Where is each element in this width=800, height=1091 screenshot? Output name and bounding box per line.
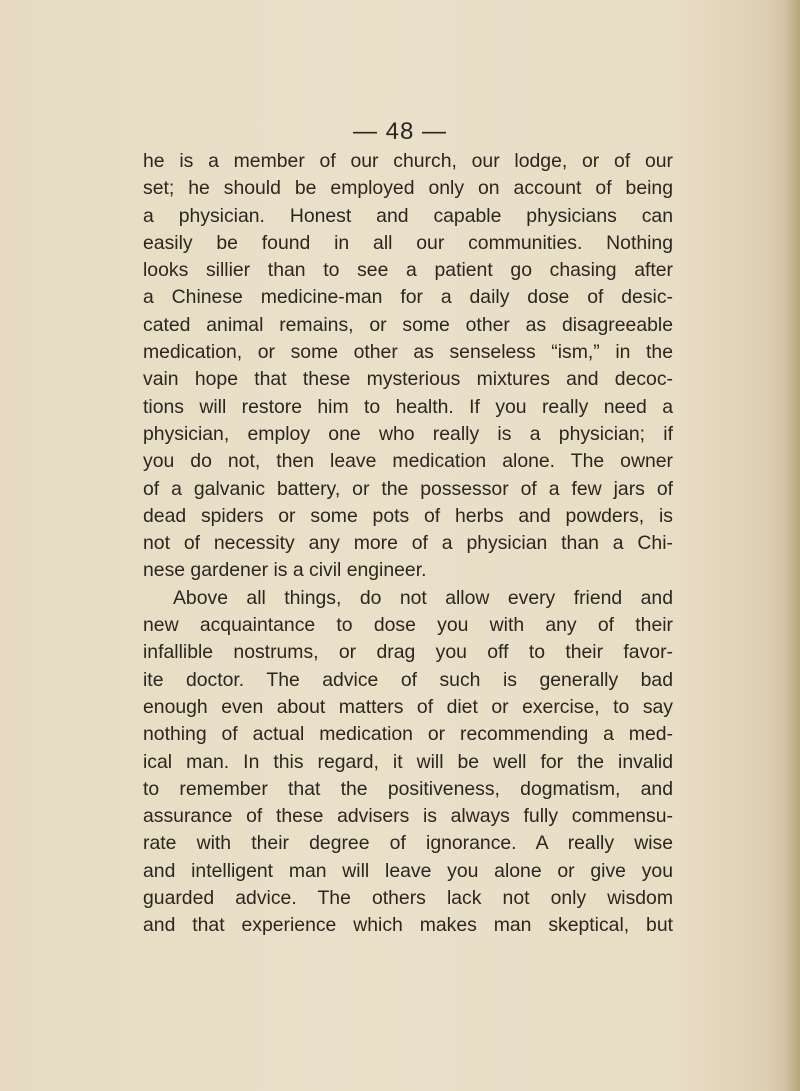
text-line: ical man. In this regard, it will be well for the invalid	[143, 750, 673, 773]
text-line: new acquaintance to dose you with any of their	[143, 614, 673, 637]
text-line: and intelligent man will leave you alone or give you	[143, 859, 673, 882]
text-line: ite doctor. The advice of such is generally bad	[143, 668, 673, 691]
text-line: not of necessity any more of a physician than a Chi-	[143, 532, 673, 555]
text-line: to remember that the positiveness, dogmatism, and	[143, 777, 673, 800]
text-line: assurance of these advisers is always fully commensu-	[143, 805, 673, 828]
text-line: guarded advice. The others lack not only wisdom	[143, 887, 673, 910]
text-line: set; he should be employed only on account of being	[143, 177, 673, 200]
page-edge-shadow	[786, 0, 800, 1091]
text-line: easily be found in all our communities. Nothing	[143, 231, 673, 254]
text-line: he is a member of our church, our lodge, or of our	[143, 150, 673, 172]
body-text	[143, 148, 673, 940]
text-line: looks sillier than to see a patient go chasing after	[143, 259, 673, 282]
text-line: infallible nostrums, or drag you off to their favor-	[143, 641, 673, 664]
paragraph-start-line: Above all things, do not allow every friend and	[173, 586, 673, 609]
text-line: a Chinese medicine-man for a daily dose of desic-	[143, 286, 673, 309]
text-line: nothing of actual medication or recommending a med-	[143, 723, 673, 746]
text-line: and that experience which makes man skeptical, but	[143, 914, 673, 937]
paragraph-end-line: nese gardener is a civil engineer.	[143, 559, 427, 582]
text-line: of a galvanic battery, or the possessor of a few jars of	[143, 477, 673, 500]
text-line: a physician. Honest and capable physicians can	[143, 204, 673, 227]
text-line: rate with their degree of ignorance. A really wise	[143, 832, 673, 855]
text-line: physician, employ one who really is a physician; if	[143, 422, 673, 445]
text-line: dead spiders or some pots of herbs and powders, is	[143, 504, 673, 527]
text-line: cated animal remains, or some other as disagreeable	[143, 313, 673, 336]
text-line: you do not, then leave medication alone. The owner	[143, 450, 673, 473]
text-line: enough even about matters of diet or exercise, to say	[143, 695, 673, 718]
text-line: medication, or some other as senseless “ism,” in the	[143, 341, 673, 364]
text-line: tions will restore him to health. If you really need a	[143, 395, 673, 418]
text-line: vain hope that these mysterious mixtures and decoc-	[143, 368, 673, 391]
page-number: — 48 —	[352, 118, 448, 145]
